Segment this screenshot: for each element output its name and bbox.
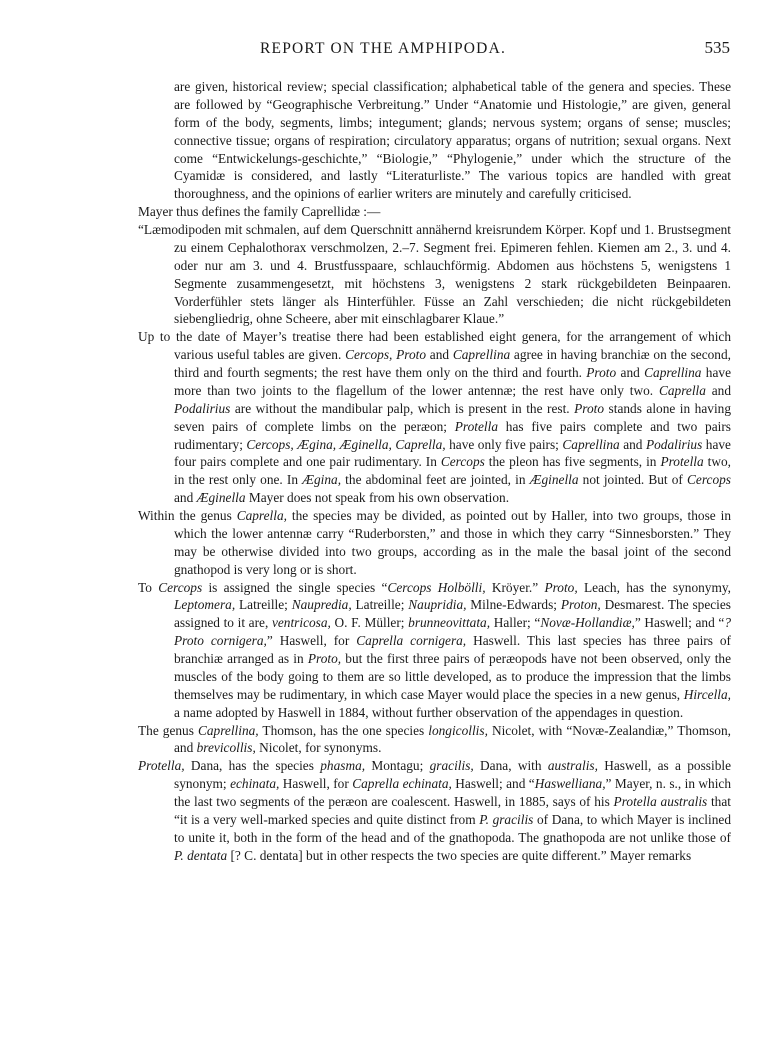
text-run: have more than two joints to the flagellum of the lower antennæ; the rest have only two.	[174, 365, 731, 398]
text-run: stands alone in having seven pairs of complete limbs on the peræon;	[174, 400, 731, 434]
text-run: Montagu;	[365, 758, 430, 774]
text-run: Up to the date of Mayer’s treatise there had been established eight genera, for the arrangement of which various useful tables are given.	[138, 329, 731, 363]
page-number: 535	[704, 38, 730, 57]
italic-run: Leptomera,	[174, 597, 236, 613]
italic-run: Cercops	[158, 579, 203, 595]
italic-run: phasma,	[320, 758, 366, 774]
body-text	[138, 78, 731, 865]
text-run: and	[174, 490, 197, 506]
text-run: Haswell. This last species has three pairs of branchiæ arranged as in	[174, 633, 731, 666]
text-run: Haswell; and “	[451, 776, 535, 792]
italic-run: Caprella echinata,	[352, 776, 452, 792]
text-run: that “it is a very well-marked species and quite distinct from	[174, 794, 731, 827]
paragraph	[138, 507, 731, 579]
text-run: Haswell, for	[279, 776, 353, 792]
paragraph	[138, 757, 731, 864]
italic-run: Caprellina	[562, 436, 620, 452]
running-head	[170, 40, 730, 62]
text-run: Nicolet, with “Novæ-Zealandiæ,” Thomson, and	[174, 722, 731, 756]
italic-run: Haswelliana,	[534, 776, 606, 792]
italic-run: Caprella cornigera,	[356, 633, 467, 649]
text-run: O. F. Müller;	[330, 615, 409, 631]
text-run: the pleon has five segments, in	[484, 454, 661, 470]
italic-run: Podalirius	[174, 400, 231, 416]
italic-run: P. gracilis	[479, 811, 534, 827]
italic-run: Proto	[574, 400, 605, 416]
text-run: Nicolet, for synonyms.	[255, 740, 382, 756]
italic-run: Hircella,	[683, 686, 731, 702]
text-run: Desmarest. The species assigned to it are,	[174, 597, 731, 631]
italic-run: Cercops	[440, 454, 485, 470]
text-run: Leach, has the synonymy,	[577, 579, 731, 595]
text-run: Dana, has the species	[184, 758, 321, 774]
italic-run: echinata,	[230, 776, 280, 792]
text-run: Dana, with	[473, 758, 548, 774]
italic-run: Protella	[454, 418, 499, 434]
text-run: are without the mandibular palp, which is present in the rest.	[230, 400, 575, 416]
text-run: are given, historical review; special classification; alphabetical table of the genera and species. These are followed by “Geographische Verbreitung.” Under “Anatomie und Histologie,” are given, general form of the body, segments, limbs; integument; glands; nervous system; organs of sense; muscles; connective tissue; organs of respiration; circulatory apparatus; organs of nutrition; sexual organs. Next come “Entwickelungs-geschichte,” “Biologie,” “Phylogenie,” under which the structure of the Cyamidæ is considered, and lastly “Literaturliste.” The various topics are handled with great thoroughness, and the opinions of earlier writers are minutely and carefully criticised.	[174, 79, 731, 202]
italic-run: brevicollis,	[196, 740, 256, 756]
text-run: ” Mayer, n. s., in which the last two segments of the peræon are coalescent. Haswell, in 1885, says of his	[174, 776, 732, 809]
italic-run: P. dentata	[174, 847, 228, 863]
text-run: “Læmodipoden mit schmalen, auf dem Querschnitt annähernd kreisrundem Körper. Kopf und 1. Brustsegment zu einem Cephalothorax verschmolzen, 2.–7. Segment frei. Epimeren fehlen. Kiemen am 2., 3. und 4. oder nur am 3. und 4. Brustfusspaare, schlauchförmig. Abdomen aus höchstens 5, wenigstens 1 Segmente zusammengesetzt, mit höchstens 3, wenigstens 2 stark rückgebildeten Beinpaaren. Vorderfühler stets länger als Hinterfühler. Füsse an Zahl verschieden; die nicht rückgebildeten siebengliedrig, ohne Scheere, aber mit einschlagbarer Klaue.”	[138, 222, 731, 327]
italic-run: Caprella	[658, 382, 706, 398]
italic-run: ventricosa,	[271, 615, 331, 631]
text-run: ” Haswell; and “	[634, 615, 725, 631]
italic-run: Ægina,	[302, 472, 342, 488]
text-run: but the first three pairs of peræopods have not been observed, only the muscles of the body going to them are so little developed, as to produce the impression that the limbs themselves may be rudimentary, in which case Mayer would place the species in a new genus,	[174, 651, 731, 702]
italic-run: Proto	[586, 365, 617, 380]
italic-run: ? Proto cornigera,	[174, 615, 732, 649]
italic-run: Podalirius	[645, 436, 703, 452]
italic-run: Æginella	[196, 490, 246, 506]
italic-run: Proton,	[560, 597, 601, 613]
text-run: Within the genus	[138, 508, 237, 523]
text-run: a name adopted by Haswell in 1884, without further observation of the appendages in question.	[174, 704, 684, 720]
text-run: Mayer does not speak from his own observation.	[245, 490, 510, 506]
paragraph	[138, 221, 731, 328]
italic-run: Cercops	[687, 472, 731, 488]
italic-run: gracilis,	[429, 758, 474, 774]
text-run: agree in having branchiæ on the second, third and fourth segments; the rest have them only on the third and fourth.	[174, 347, 731, 380]
text-run: have only five pairs;	[445, 436, 563, 452]
italic-run: Novæ-Hollandiæ,	[540, 615, 635, 631]
italic-run: Naupridia,	[408, 597, 467, 613]
italic-run: Cercops Holbölli,	[387, 579, 486, 595]
italic-run: Caprella,	[236, 508, 287, 523]
italic-run: Cercops, Proto	[345, 347, 427, 363]
italic-run: Naupredia,	[291, 597, 352, 613]
text-run: and	[616, 365, 645, 380]
text-run: Latreille;	[351, 597, 409, 613]
text-run: Haller; “	[490, 615, 541, 631]
italic-run: Cercops, Ægina, Æginella, Caprella,	[246, 436, 446, 452]
italic-run: Caprellina,	[197, 722, 259, 738]
text-run: and	[705, 382, 732, 398]
text-run: Thomson, has the one species	[258, 722, 429, 738]
text-run: ” Haswell, for	[266, 633, 357, 649]
running-title: REPORT ON THE AMPHIPODA.	[260, 40, 507, 57]
text-run: two, in the rest only one. In	[174, 454, 732, 488]
paragraph	[138, 203, 731, 221]
text-run: have four pairs complete and one pair rudimentary. In	[174, 436, 731, 470]
italic-run: Caprellina	[644, 365, 702, 380]
text-run: and	[619, 436, 646, 452]
text-run: Milne-Edwards;	[466, 597, 561, 613]
text-run: Latreille;	[235, 597, 292, 613]
text-run: Haswell, as a possible synonym;	[174, 758, 732, 792]
italic-run: australis,	[547, 758, 598, 774]
italic-run: Protella,	[138, 758, 185, 774]
text-run: Mayer thus defines the family Caprellidæ :—	[138, 204, 381, 220]
paragraph	[138, 328, 731, 507]
paragraph	[138, 579, 731, 722]
text-run: the abdominal feet are jointed, in	[341, 472, 530, 488]
paragraph	[138, 722, 731, 758]
italic-run: Caprellina	[452, 347, 511, 363]
text-run: not jointed. But of	[578, 472, 688, 488]
italic-run: brunneovittata,	[408, 615, 491, 631]
text-run: Kröyer.”	[485, 579, 545, 595]
text-run: and	[426, 347, 453, 363]
italic-run: Æginella	[529, 472, 579, 488]
text-run: is assigned the single species “	[202, 579, 388, 595]
italic-run: Proto,	[544, 579, 578, 595]
italic-run: Protella australis	[613, 794, 708, 809]
italic-run: Proto,	[307, 651, 342, 666]
italic-run: Protella	[660, 454, 704, 470]
text-run: To	[138, 579, 159, 595]
text-run: [? C. dentata] but in other respects the two species are quite different.” Mayer remarks	[227, 847, 692, 863]
text-run: The genus	[138, 722, 198, 738]
text-run: of Dana, to which Mayer is inclined to unite it, both in the form of the head and of the gnathopoda. The gnathopoda are not unlike those of	[174, 811, 731, 845]
text-run: has five pairs complete and two pairs rudimentary;	[174, 418, 731, 452]
italic-run: longicollis,	[428, 722, 488, 738]
paragraph	[138, 78, 731, 203]
text-run: the species may be divided, as pointed out by Haller, into two groups, those in which the lower antennæ carry “Ruderborsten,” and those in which they carry “Sinnesborsten.” They may be otherwise divided into two groups, according as in the male the basal joint of the second gnathopod is very long or is short.	[174, 508, 731, 577]
